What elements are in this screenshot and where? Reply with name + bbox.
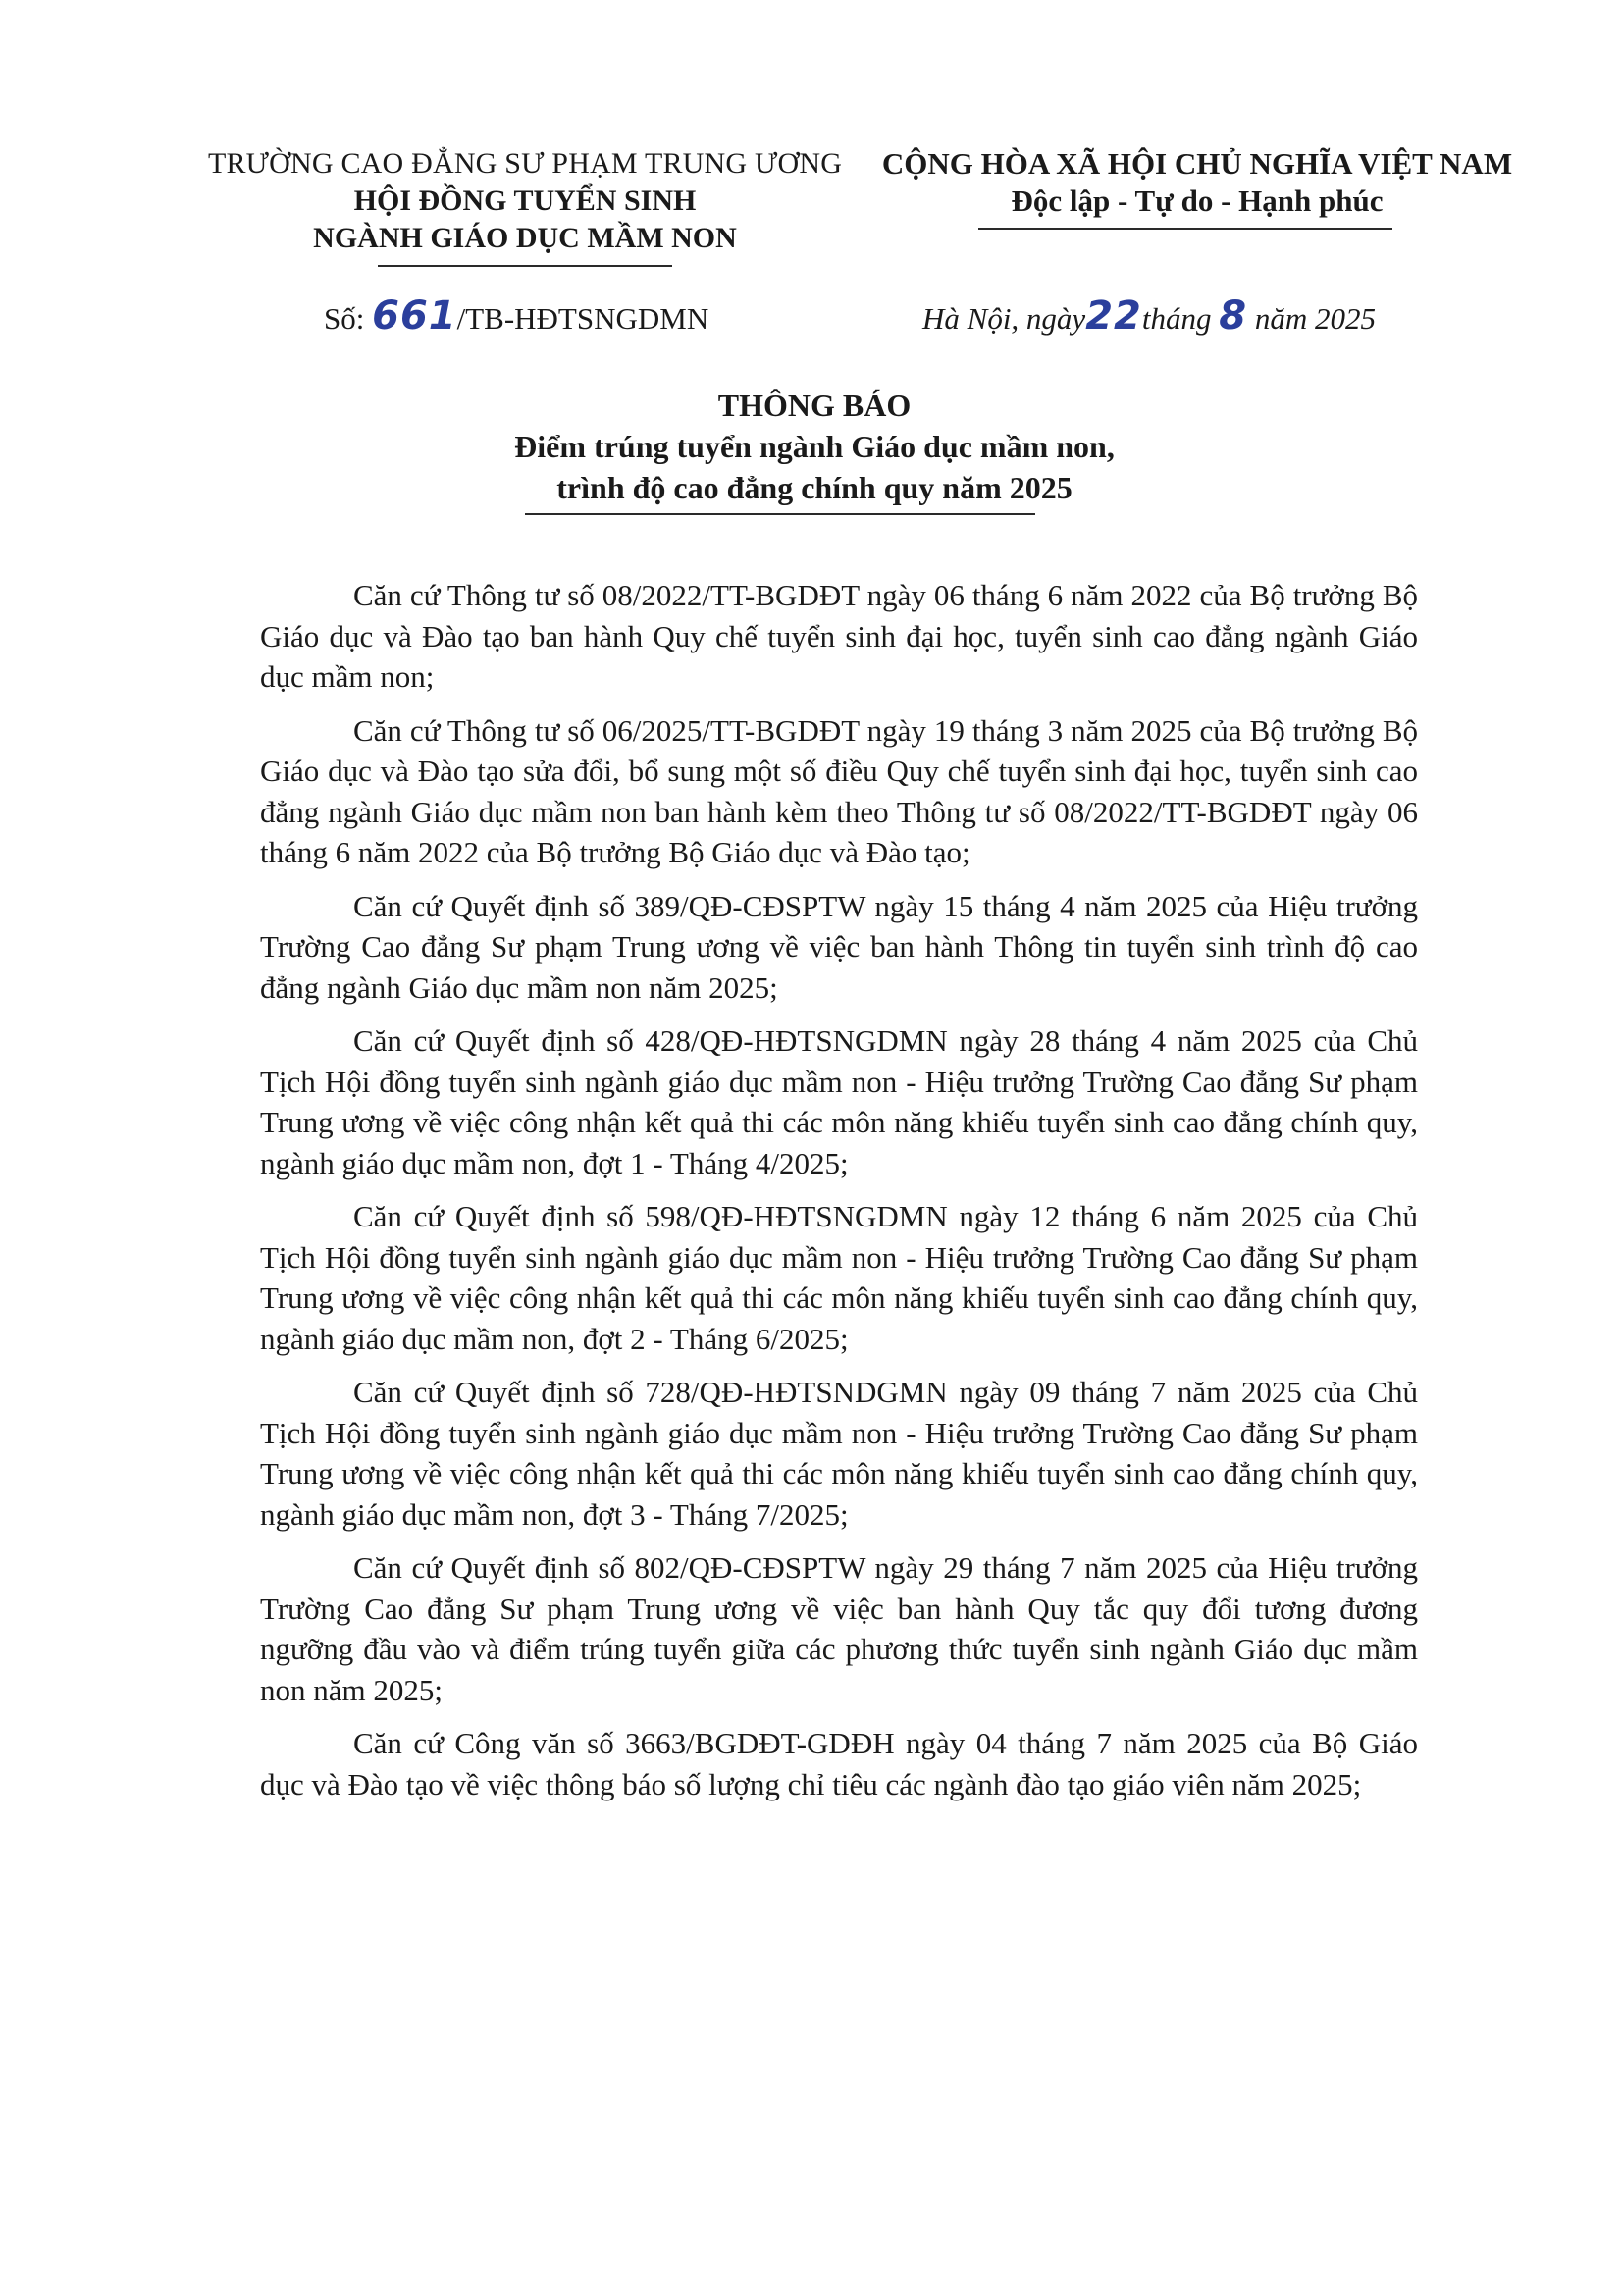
motto-underline: [978, 228, 1392, 230]
issuer-underline: [378, 265, 672, 267]
handwritten-month: 8: [1219, 293, 1248, 339]
national-motto: Độc lập - Tự do - Hạnh phúc: [1011, 183, 1384, 218]
title-line-1: Điểm trúng tuyển ngành Giáo dục mầm non,: [514, 429, 1115, 464]
handwritten-number: 661: [372, 293, 457, 339]
title-underline: [525, 513, 1035, 515]
document-number: [324, 293, 709, 339]
document-number-prefix: Số:: [324, 301, 373, 336]
title-main: THÔNG BÁO: [717, 388, 912, 423]
paragraph: Căn cứ Quyết định số 598/QĐ-HĐTSNGDMN ngày 12 tháng 6 năm 2025 của Chủ Tịch Hội đồng tuyển sinh ngành giáo dục mầm non - Hiệu trưởng Trường Cao đẳng Sư phạm Trung ương về việc công nhận kết quả thi các môn năng khiếu tuyển sinh cao đẳng chính quy, ngành giáo dục mầm non, đợt 2 - Tháng 6/2025;: [260, 1199, 1418, 1356]
paragraph: Căn cứ Quyết định số 428/QĐ-HĐTSNGDMN ngày 28 tháng 4 năm 2025 của Chủ Tịch Hội đồng tuyển sinh ngành giáo dục mầm non - Hiệu trưởng Trường Cao đẳng Sư phạm Trung ương về việc công nhận kết quả thi các môn năng khiếu tuyển sinh cao đẳng chính quy, ngành giáo dục mầm non, đợt 1 - Tháng 4/2025;: [260, 1023, 1418, 1180]
major-name: NGÀNH GIÁO DỤC MẦM NON: [313, 222, 737, 254]
document-title: [324, 385, 1305, 508]
date-place: Hà Nội, ngày: [922, 301, 1086, 336]
paragraph: Căn cứ Quyết định số 728/QĐ-HĐTSNDGMN ngày 09 tháng 7 năm 2025 của Chủ Tịch Hội đồng tuyển sinh ngành giáo dục mầm non - Hiệu trưởng Trường Cao đẳng Sư phạm Trung ương về việc công nhận kết quả thi các môn năng khiếu tuyển sinh cao đẳng chính quy, ngành giáo dục mầm non, đợt 3 - Tháng 7/2025;: [260, 1375, 1418, 1532]
document-body: [260, 575, 1418, 1817]
paragraph: Căn cứ Thông tư số 06/2025/TT-BGDĐT ngày 19 tháng 3 năm 2025 của Bộ trưởng Bộ Giáo dục và Đào tạo sửa đổi, bổ sung một số điều Quy chế tuyển sinh đại học, tuyển sinh cao đẳng ngành Giáo dục mầm non ban hành kèm theo Thông tư số 08/2022/TT-BGDĐT ngày 06 tháng 6 năm 2022 của Bộ trưởng Bộ Giáo dục và Đào tạo;: [260, 712, 1418, 869]
document-date: [922, 293, 1376, 339]
document-number-suffix: /TB-HĐTSNGDMN: [456, 301, 709, 336]
paragraph: Căn cứ Công văn số 3663/BGDĐT-GDĐH ngày 04 tháng 7 năm 2025 của Bộ Giáo dục và Đào tạo về việc thông báo số lượng chỉ tiêu các ngành đào tạo giáo viên năm 2025;: [260, 1726, 1418, 1801]
paragraph: Căn cứ Quyết định số 389/QĐ-CĐSPTW ngày 15 tháng 4 năm 2025 của Hiệu trưởng Trường Cao đẳng Sư phạm Trung ương về việc ban hành Thông tin tuyển sinh trình độ cao đẳng ngành Giáo dục mầm non năm 2025;: [260, 888, 1418, 1005]
paragraph: Căn cứ Quyết định số 802/QĐ-CĐSPTW ngày 29 tháng 7 năm 2025 của Hiệu trưởng Trường Cao đẳng Sư phạm Trung ương về việc ban hành Quy tắc quy đổi tương đương ngưỡng đầu vào và điểm trúng tuyển giữa các phương thức tuyển sinh ngành Giáo dục mầm non năm 2025;: [260, 1550, 1418, 1707]
date-month-label: tháng: [1141, 301, 1212, 336]
issuer-header: [186, 145, 864, 257]
handwritten-day: 22: [1085, 293, 1142, 339]
paragraph: Căn cứ Thông tư số 08/2022/TT-BGDĐT ngày 06 tháng 6 năm 2022 của Bộ trưởng Bộ Giáo dục và Đào tạo ban hành Quy chế tuyển sinh đại học, tuyển sinh cao đẳng ngành Giáo dục mầm non;: [260, 578, 1418, 694]
date-year: năm 2025: [1254, 301, 1376, 336]
country-name: CỘNG HÒA XÃ HỘI CHỦ NGHĨA VIỆT NAM: [881, 146, 1513, 181]
council-name: HỘI ĐỒNG TUYỂN SINH: [353, 184, 697, 217]
national-header: [864, 145, 1531, 220]
title-line-2: trình độ cao đẳng chính quy năm 2025: [556, 470, 1073, 505]
school-name: TRƯỜNG CAO ĐẲNG SƯ PHẠM TRUNG ƯƠNG: [207, 147, 843, 180]
